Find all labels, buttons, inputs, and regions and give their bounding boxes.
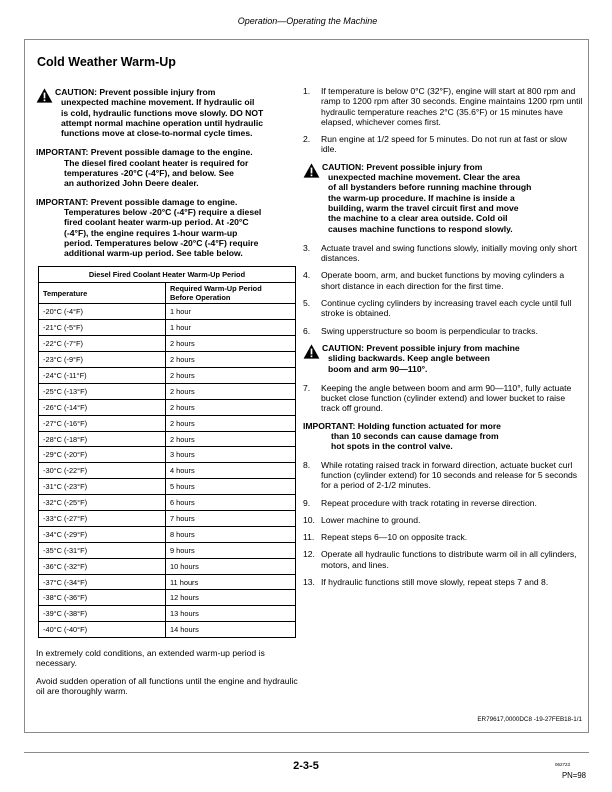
left-column [36,87,300,703]
temperature-cell: -28°C (-18°F) [39,431,166,447]
table-row [39,590,296,606]
steps-list-8-13 [303,460,585,588]
caution-line: attempt normal machine operation until hydraulic [61,117,263,128]
step-number: 13. [303,576,315,587]
footer-rule [24,752,589,753]
step-number: 5. [303,298,311,309]
temperature-cell: -30°C (-22°F) [39,463,166,479]
table-row [39,511,296,527]
warmup-period-cell: 2 hours [166,336,296,352]
step-number: 9. [303,497,311,508]
table-row [39,495,296,511]
important-line: (-4°F), the engine requires 1-hour warm-up [64,227,238,238]
step-text: Run engine at 1/2 speed for 5 minutes. Do not run at fast or slow idle. [321,134,568,155]
table-row [39,542,296,558]
warmup-period-cell: 2 hours [166,431,296,447]
warmup-period-cell: 9 hours [166,542,296,558]
caution-line: the machine to a clear area outside. Cold oil [328,213,508,224]
warmup-period-cell: 12 hours [166,590,296,606]
footer-code: 062723 [555,762,571,767]
step-number: 6. [303,325,311,336]
column-header-temperature: Temperature [39,283,166,304]
page-number: 2-3-5 [293,760,319,772]
caution-line: CAUTION: Prevent possible injury from [322,161,483,172]
table-row [39,383,296,399]
step-item [303,270,585,291]
temperature-cell: -21°C (-5°F) [39,320,166,336]
warmup-period-table [38,266,296,638]
step-number: 4. [303,270,311,281]
caution-line: is cold, hydraulic functions move slowly. DO NOT [61,107,264,118]
caution-line: CAUTION: Prevent possible injury from [55,87,216,97]
step-item [303,515,585,525]
step-number: 10. [303,514,315,525]
warmup-period-cell: 13 hours [166,606,296,622]
step-number: 12. [303,549,315,560]
important-line: an authorized John Deere dealer. [64,178,199,189]
step-item [303,577,585,587]
step-text: Operate boom, arm, and bucket functions by moving cylinders a short distance in each direction for the first time. [321,270,565,291]
step-text: Repeat steps 6—10 on opposite track. [321,532,468,543]
important-line: hot spots in the control valve. [331,441,453,452]
step-number: 3. [303,242,311,253]
document-reference: ER79617,0000DC8 -19-27FEB18-1/1 [477,716,582,723]
caution-line: unexpected machine movement. Clear the area [328,172,520,183]
steps-list-3-6 [303,243,585,336]
table-header-row [39,283,296,304]
step-number: 11. [303,532,315,543]
temperature-cell: -29°C (-20°F) [39,447,166,463]
table-row [39,415,296,431]
important-line: additional warm-up period. See table below. [64,248,243,259]
step-text: Operate all hydraulic functions to distribute warm oil in all cylinders, motors, and lines. [321,549,577,570]
table-row [39,304,296,320]
caution-line: building, warm the travel circuit first and move [328,202,519,213]
warmup-period-cell: 5 hours [166,479,296,495]
important-line: period. Temperatures below -20°C (-4°F) require [64,237,259,248]
temperature-cell: -38°C (-36°F) [39,590,166,606]
table-body [39,304,296,638]
temperature-cell: -31°C (-23°F) [39,479,166,495]
warning-triangle-icon [303,344,320,359]
caution-block-bystanders [303,162,585,234]
warmup-period-cell: 2 hours [166,415,296,431]
paragraph-avoid-sudden-operation: Avoid sudden operation of all functions until the engine and hydraulic oil are thoroughly warm. [36,675,298,697]
table-row [39,320,296,336]
caution-line: boom and arm 90—110°. [328,363,428,374]
step-text: Actuate travel and swing functions slowly, initially moving only short distances. [321,242,577,264]
caution-line: the warm-up procedure. If machine is inside a [328,192,515,203]
table-row [39,463,296,479]
paragraph-extended-warmup: In extremely cold conditions, an extended warm-up period is necessary. [36,648,265,669]
warmup-period-cell: 10 hours [166,558,296,574]
caution-line: causes machine functions to respond slowly. [328,223,513,234]
warmup-period-cell: 14 hours [166,622,296,638]
important-line: temperatures -20°C (-4°F), and below. See [64,168,234,179]
section-title: Cold Weather Warm-Up [37,55,176,69]
step-number: 8. [303,459,311,470]
step-item [303,298,585,319]
temperature-cell: -32°C (-25°F) [39,495,166,511]
warmup-period-cell: 11 hours [166,574,296,590]
step-text: Lower machine to ground. [321,514,421,525]
table-row [39,336,296,352]
caution-block-sliding [303,343,585,374]
important-line: Temperatures below -20°C (-4°F) require a diesel [64,206,262,217]
steps-list-1-2 [303,86,585,155]
step-number: 1. [303,86,311,96]
temperature-cell: -39°C (-38°F) [39,606,166,622]
step-text: Keeping the angle between boom and arm 90—110°, fully actuate bucket close function (cylinder extend) and lower bucket to raise track off ground. [321,382,572,414]
warmup-period-cell: 7 hours [166,511,296,527]
caution-line: CAUTION: Prevent possible injury from machine [322,342,520,353]
table-row [39,431,296,447]
caution-line: sliding backwards. Keep angle between [328,353,490,364]
step-item [303,326,585,336]
temperature-cell: -34°C (-29°F) [39,526,166,542]
warmup-period-cell: 2 hours [166,352,296,368]
warmup-period-cell: 1 hour [166,304,296,320]
table-row [39,526,296,542]
warmup-period-cell: 2 hours [166,399,296,415]
column-header-warmup-period: Required Warm-Up Period Before Operation [166,283,296,304]
important-lead: IMPORTANT: Prevent possible damage to engine. [36,196,238,207]
step-text: Repeat procedure with track rotating in reverse direction. [321,497,537,508]
temperature-cell: -25°C (-13°F) [39,383,166,399]
step-number: 7. [303,382,311,393]
temperature-cell: -33°C (-27°F) [39,511,166,527]
temperature-cell: -26°C (-14°F) [39,399,166,415]
warmup-period-cell: 4 hours [166,463,296,479]
warmup-period-cell: 6 hours [166,495,296,511]
important-note-heater-required [36,147,300,188]
table-row [39,447,296,463]
table-caption: Diesel Fired Coolant Heater Warm-Up Period [38,266,296,282]
caution-line: of all bystanders before running machine through [328,182,532,193]
table-row [39,352,296,368]
caution-block-cold-oil [36,87,300,138]
warmup-period-cell: 8 hours [166,526,296,542]
step-item [303,549,585,570]
caution-line: functions move at close-to-normal cycle times. [61,128,253,139]
temperature-cell: -36°C (-32°F) [39,558,166,574]
step-item [303,383,585,414]
step-item [303,498,585,508]
table-row [39,558,296,574]
warning-triangle-icon [36,88,53,103]
temperature-cell: -23°C (-9°F) [39,352,166,368]
important-line: The diesel fired coolant heater is required for [64,157,249,168]
step-text: While rotating raised track in forward direction, actuate bucket curl function (cylinder extend) for 10 seconds and release for 5 seconds for a period of 2-1/2 minutes. [321,459,578,491]
important-note-warmup-period [36,197,300,259]
table-row [39,368,296,384]
warmup-period-cell: 2 hours [166,368,296,384]
temperature-cell: -27°C (-16°F) [39,415,166,431]
table-row [39,399,296,415]
table-row [39,622,296,638]
temperature-cell: -37°C (-34°F) [39,574,166,590]
step-text: Continue cycling cylinders by increasing travel each cycle until full stroke is obtained. [321,298,572,319]
running-header: Operation—Operating the Machine [237,16,378,26]
temperature-cell: -24°C (-11°F) [39,368,166,384]
warmup-period-cell: 3 hours [166,447,296,463]
caution-line: unexpected machine movement. If hydraulic oil [61,97,255,108]
warning-triangle-icon [303,163,320,178]
pn-label: PN=98 [561,771,586,780]
step-number: 2. [303,134,311,145]
important-line: fired coolant heater warm-up period. At -20°C [64,217,249,228]
step-item [303,532,585,542]
table-row [39,574,296,590]
right-column [303,86,585,594]
temperature-cell: -40°C (-40°F) [39,622,166,638]
step-item [303,86,585,127]
step-text: If temperature is below 0°C (32°F), engine will start at 800 rpm and ramp to 1200 rpm after 30 seconds. Engine maintains 1200 rpm until hydraulic temperature reaches 2°C (35.6°F) or 15 minutes have elapsed, whichever comes first. [321,86,583,127]
warmup-period-cell: 1 hour [166,320,296,336]
table-row [39,606,296,622]
step-text: Swing upperstructure so boom is perpendicular to tracks. [321,325,538,336]
table-row [39,479,296,495]
steps-list-7 [303,383,585,414]
step-item [303,134,585,155]
step-item [303,460,585,491]
important-line: than 10 seconds can cause damage from [331,431,499,442]
temperature-cell: -20°C (-4°F) [39,304,166,320]
step-text: If hydraulic functions still move slowly, repeat steps 7 and 8. [321,576,549,587]
step-item [303,243,585,264]
important-lead: IMPORTANT: Prevent possible damage to the engine. [36,147,253,158]
temperature-cell: -22°C (-7°F) [39,336,166,352]
temperature-cell: -35°C (-31°F) [39,542,166,558]
warmup-period-cell: 2 hours [166,383,296,399]
important-note-holding-function [303,421,585,452]
important-lead: IMPORTANT: Holding function actuated for more [303,420,501,431]
